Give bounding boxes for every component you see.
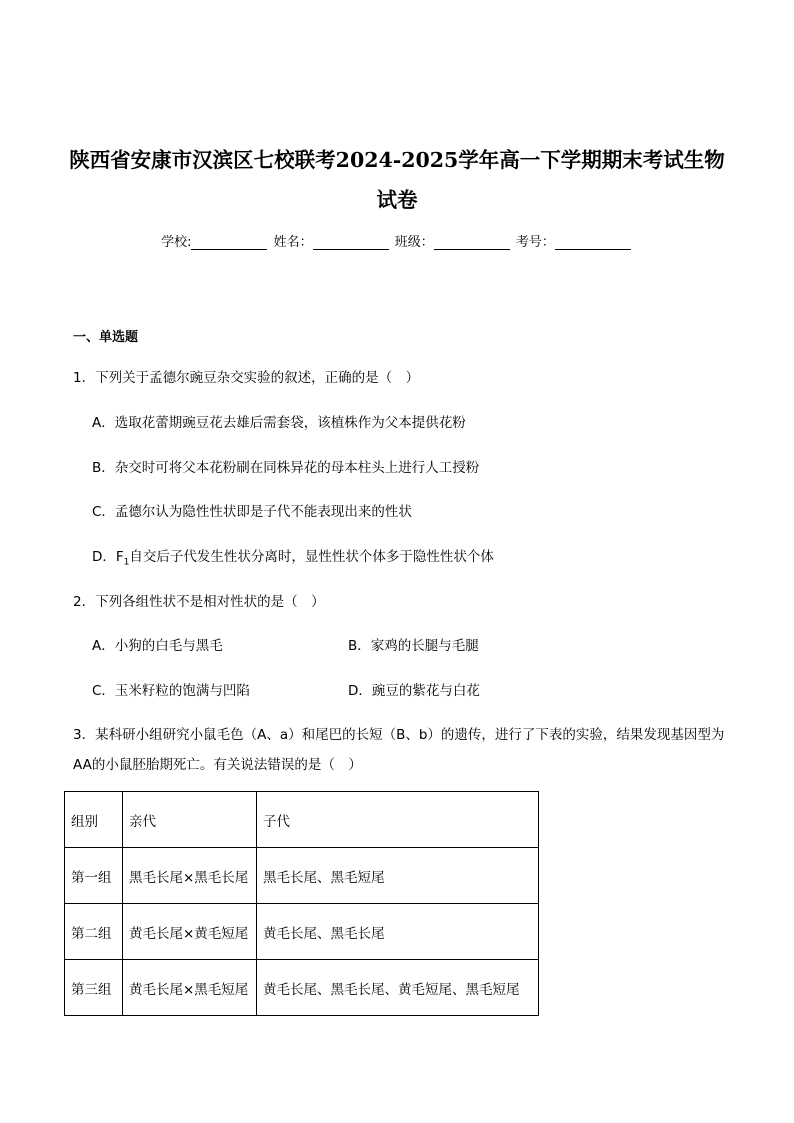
number-label: 考号： (515, 235, 555, 250)
section-heading: 一、单选题 (73, 330, 139, 345)
table-cell: 第一组 (65, 848, 123, 904)
question-2-option-c: C．玉米籽粒的饱满与凹陷 (92, 683, 250, 699)
table-cell: 黑毛长尾×黑毛长尾 (123, 848, 257, 904)
question-1-option-b: B．杂交时可将父本花粉刷在同株异花的母本柱头上进行人工授粉 (92, 460, 480, 476)
table-cell: 黄毛长尾、黑毛长尾 (257, 904, 539, 960)
number-blank[interactable] (555, 235, 631, 250)
question-2-stem: 2．下列各组性状不是相对性状的是（ ） (73, 594, 325, 610)
table-cell: 黑毛长尾、黑毛短尾 (257, 848, 539, 904)
school-label: 学校: (161, 235, 192, 250)
experiment-table (64, 791, 539, 1016)
question-1-option-a: A．选取花蕾期豌豆花去雄后需套袋，该植株作为父本提供花粉 (92, 415, 466, 431)
question-3-stem: 3．某科研小组研究小鼠毛色（A、a）和尾巴的长短（B、b）的遗传，进行了下表的实验，结果发现基因型为AA的小鼠胚胎期死亡。有关说法错误的是（ ） (73, 727, 725, 773)
table-row (65, 904, 539, 960)
table-header-cell: 组别 (65, 792, 123, 848)
name-label: 姓名： (273, 235, 313, 250)
option-d-text: 自交后子代发生性状分离时，显性性状个体多于隐性性状个体 (129, 549, 494, 565)
table-cell: 黄毛长尾×黑毛短尾 (123, 960, 257, 1016)
table-header-row (65, 792, 539, 848)
table-cell: 第二组 (65, 904, 123, 960)
question-2-option-b: B．家鸡的长腿与毛腿 (348, 638, 479, 654)
class-blank[interactable] (434, 235, 510, 250)
class-label: 班级： (394, 235, 434, 250)
question-2-option-a: A．小狗的白毛与黑毛 (92, 638, 223, 654)
question-1-stem: 1．下列关于孟德尔豌豆杂交实验的叙述，正确的是（ ） (73, 370, 420, 386)
table-cell: 黄毛长尾×黄毛短尾 (123, 904, 257, 960)
page-title: 陕西省安康市汉滨区七校联考2024-2025学年高一下学期期末考试生物试卷 (69, 148, 725, 212)
table-row (65, 848, 539, 904)
question-2-option-d: D．豌豆的紫花与白花 (348, 683, 480, 699)
table-row (65, 960, 539, 1016)
question-1-option-c: C．孟德尔认为隐性性状即是子代不能表现出来的性状 (92, 504, 412, 520)
table-header-cell: 亲代 (123, 792, 257, 848)
name-blank[interactable] (313, 235, 389, 250)
option-d-prefix: D．F (92, 549, 124, 565)
table-cell: 第三组 (65, 960, 123, 1016)
question-1-option-d (92, 545, 494, 568)
option-d-subscript: 1 (123, 557, 130, 568)
table-header-cell: 子代 (257, 792, 539, 848)
table-cell: 黄毛长尾、黑毛长尾、黄毛短尾、黑毛短尾 (257, 960, 539, 1016)
student-info-line (0, 231, 794, 250)
school-blank[interactable] (191, 235, 267, 250)
